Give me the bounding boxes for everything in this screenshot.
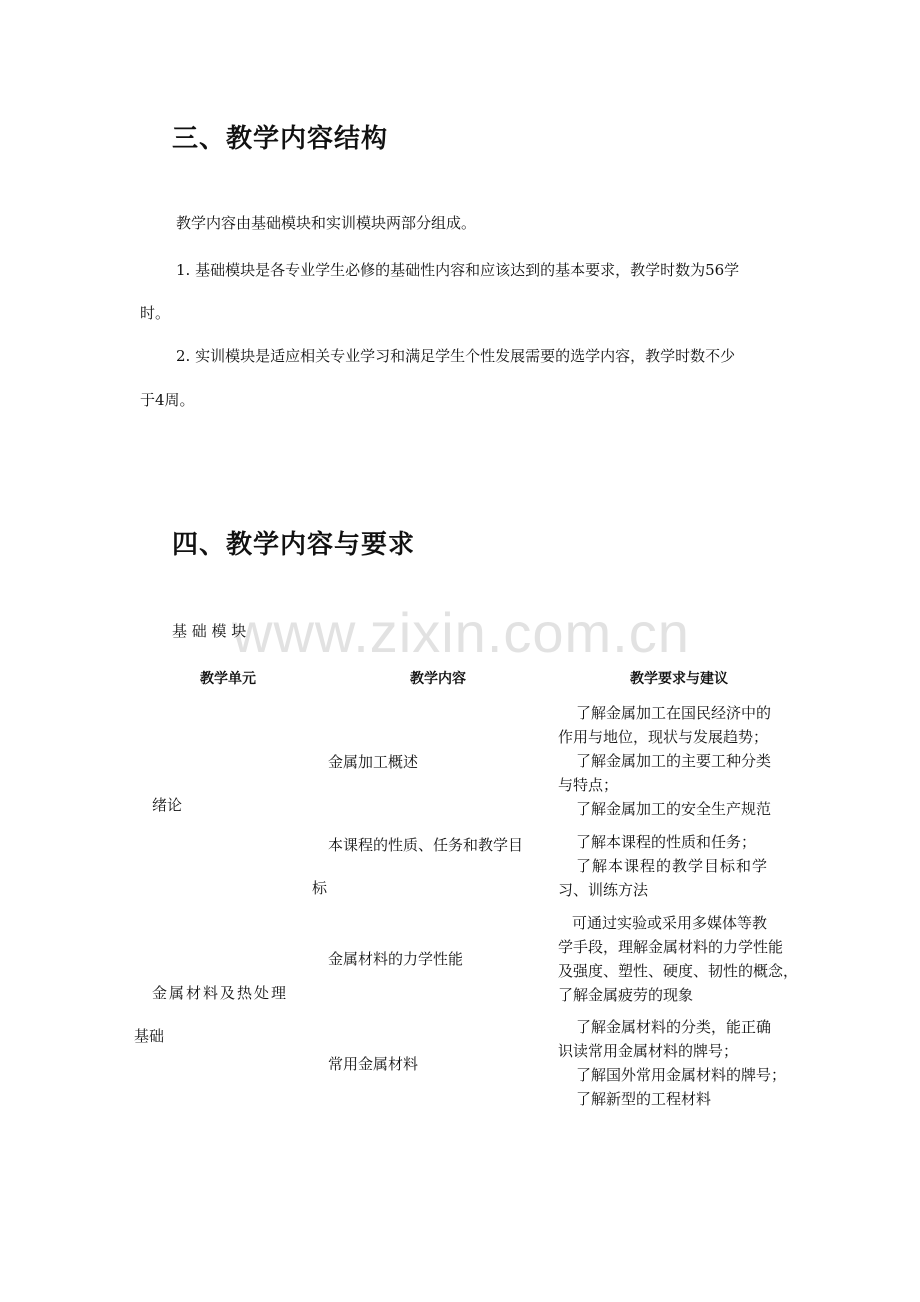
unit-materials-line1: 金属材料及热处理	[152, 984, 289, 1002]
table-header-unit: 教学单元	[200, 671, 256, 687]
section3-item1-line2: 时。	[140, 304, 171, 322]
req2-line2: 了解本课程的教学目标和学	[576, 857, 769, 875]
requirements-block-4	[558, 1015, 790, 1111]
requirements-block-2	[558, 830, 790, 902]
module-label: 基 础 模 块	[172, 622, 247, 640]
req1-line2: 作用与地位，现状与发展趋势；	[558, 728, 769, 746]
requirements-block-3	[558, 911, 799, 1007]
content-mechanical-properties: 金属材料的力学性能	[328, 950, 464, 968]
section4-heading: 四、教学内容与要求	[172, 530, 416, 560]
req4-line4: 了解新型的工程材料	[576, 1090, 712, 1108]
req3-line3: 及强度、塑性、硬度、韧性的概念，	[558, 962, 799, 980]
watermark: www.zixin.com.cn	[232, 601, 690, 664]
requirements-block-1	[558, 701, 790, 821]
section3-item1-line1: 1. 基础模块是各专业学生必修的基础性内容和应该达到的基本要求，教学时数为56学	[176, 261, 740, 279]
unit-materials-line2: 基础	[134, 1027, 165, 1045]
content-course-nature-line1: 本课程的性质、任务和教学目	[328, 836, 524, 854]
req2-line3: 习、训练方法	[558, 881, 649, 899]
section3-heading: 三、教学内容结构	[172, 124, 389, 154]
req1-line1: 了解金属加工在国民经济中的	[576, 704, 772, 722]
req1-line5: 了解金属加工的安全生产规范	[576, 800, 772, 818]
section3-intro: 教学内容由基础模块和实训模块两部分组成。	[176, 214, 477, 232]
content-course-nature-line2: 标	[312, 879, 328, 897]
table-header-requirements: 教学要求与建议	[630, 671, 728, 687]
section3-item2-line2: 于4周。	[140, 391, 195, 409]
req1-line4: 与特点；	[558, 776, 619, 794]
req4-line2: 识读常用金属材料的牌号；	[558, 1042, 739, 1060]
unit-intro: 绪论	[152, 796, 183, 814]
section3-item2-line1: 2. 实训模块是适应相关专业学习和满足学生个性发展需要的选学内容，教学时数不少	[176, 347, 736, 365]
content-metal-processing-overview: 金属加工概述	[328, 753, 419, 771]
req3-line4: 了解金属疲劳的现象	[558, 986, 694, 1004]
req4-line3: 了解国外常用金属材料的牌号；	[576, 1066, 787, 1084]
req4-line1: 了解金属材料的分类，能正确	[576, 1018, 772, 1036]
req3-line1: 可通过实验或采用多媒体等教	[572, 914, 768, 932]
table-header-content: 教学内容	[410, 671, 466, 687]
req2-line1: 了解本课程的性质和任务；	[576, 833, 757, 851]
req3-line2: 学手段，理解金属材料的力学性能	[558, 938, 784, 956]
req1-line3: 了解金属加工的主要工种分类	[576, 752, 772, 770]
content-common-metals: 常用金属材料	[328, 1055, 419, 1073]
